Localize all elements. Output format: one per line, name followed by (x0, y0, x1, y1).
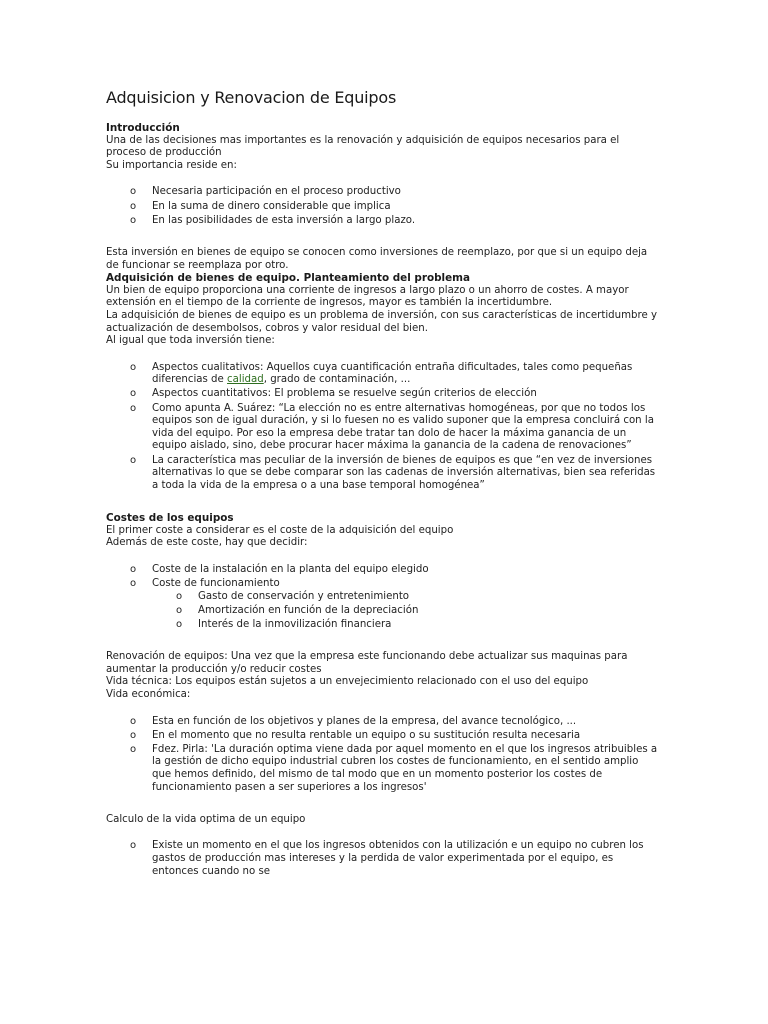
adquisicion-list (106, 362, 658, 493)
list-item (130, 840, 658, 878)
list-item-text: Gasto de conservación y entretenimiento (198, 590, 410, 602)
costes-paragraph-1: El primer coste a considerar es el coste de la adquisición del equipo (106, 524, 454, 536)
bullet-icon: o (176, 604, 183, 616)
bullet-icon: o (130, 402, 137, 414)
bullet-icon: o (130, 361, 137, 373)
bullet-icon: o (130, 200, 137, 212)
list-item-text: , grado de contaminación, ... (263, 374, 411, 386)
bullet-icon: o (130, 214, 137, 226)
adquisicion-paragraph-1: Un bien de equipo proporciona una corriente de ingresos a largo plazo o un ahorro de costes. A mayor extensión en el tiempo de la corriente de ingresos, mayor es también la incertidumbre. (106, 284, 629, 309)
list-item-text: Coste de funcionamiento (152, 577, 280, 589)
list-item-text: Aspectos cuantitativos: El problema se resuelve según criterios de elección (152, 388, 537, 400)
list-item (130, 200, 658, 214)
list-item-text: Aspectos cualitativos: Aquellos cuya cuantificación entraña dificultades, tales como pequeñas diferencias de (152, 361, 633, 386)
bullet-icon: o (130, 715, 137, 727)
intro-heading: Introducción (106, 122, 180, 134)
list-item (130, 361, 658, 387)
list-item (130, 563, 658, 577)
list-item-text: La característica mas peculiar de la inversión de bienes de equipos es que “en vez de inversiones alternativas lo que se debe comparar son las cadenas de inversión alternativas, bien sea referidas a toda la vida de la empresa o a una base temporal homogénea” (152, 454, 656, 491)
list-item-text: Existe un momento en el que los ingresos obtenidos con la utilización e un equipo no cubren los gastos de producción mas intereses y la perdida de valor experimentada por el equipo, es entonces cuando no se (152, 840, 644, 877)
renovacion-list (106, 716, 658, 795)
calculo-list (106, 840, 658, 878)
list-item (130, 729, 658, 743)
list-item-text: Interés de la inmovilización financiera (198, 618, 392, 630)
adquisicion-heading: Adquisición de bienes de equipo. Planteamiento del problema (106, 272, 470, 285)
document-title: Adquisicion y Renovacion de Equipos (106, 88, 397, 107)
bullet-icon: o (130, 388, 137, 400)
renovacion-paragraph-2: Vida técnica: Los equipos están sujetos a un envejecimiento relacionado con el uso del equipo (106, 676, 589, 688)
bullet-icon: o (130, 186, 137, 198)
list-item-text: Necesaria participación en el proceso productivo (152, 186, 401, 198)
bullet-icon: o (130, 729, 137, 741)
list-item (130, 577, 658, 632)
calculo-heading: Calculo de la vida optima de un equipo (106, 813, 306, 825)
costes-sublist (152, 591, 658, 632)
list-item-text: En la suma de dinero considerable que implica (152, 200, 391, 212)
list-item (130, 214, 658, 228)
bullet-icon: o (130, 454, 137, 466)
bullet-icon: o (130, 563, 137, 575)
bullet-icon: o (130, 840, 137, 852)
list-item (176, 590, 658, 604)
list-item-text: Como apunta A. Suárez: “La elección no es entre alternativas homogéneas, por que no todos los equipos son de igual duración, y si lo fuesen no es valido suponer que la empresa concluirá con la vida del equipo. Por eso la empresa debe tratar tan dolo de hacer la máxima ganancia de un equipo aislado, sino, debe procurar hacer máxima la ganancia de la cadena de renovaciones” (152, 402, 654, 452)
renovacion-paragraph-1: Renovación de equipos: Una vez que la empresa este funcionando debe actualizar sus maquinas para aumentar la producción y/o reducir costes (106, 651, 628, 675)
bullet-icon: o (176, 590, 183, 602)
list-item-text: Esta en función de los objetivos y planes de la empresa, del avance tecnológico, ... (152, 715, 577, 727)
document-page (106, 88, 658, 880)
list-item-text: Coste de la instalación en la planta del equipo elegido (152, 563, 429, 575)
intro-list (106, 186, 658, 227)
costes-heading: Costes de los equipos (106, 512, 234, 524)
intro-paragraph-3: Esta inversión en bienes de equipo se conocen como inversiones de reemplazo, por que si un equipo deja de funcionar se reemplaza por otro. (106, 246, 648, 271)
costes-list (106, 564, 658, 632)
list-item-text: Amortización en función de la depreciación (198, 604, 419, 616)
list-item (130, 402, 658, 453)
intro-paragraph-2: Su importancia reside en: (106, 159, 237, 171)
list-item-text: En el momento que no resulta rentable un equipo o su sustitución resulta necesaria (152, 729, 581, 741)
list-item (176, 604, 658, 618)
list-item (130, 388, 658, 401)
calidad-link[interactable]: calidad (227, 374, 264, 386)
list-item (130, 186, 658, 199)
list-item (130, 454, 658, 493)
bullet-icon: o (130, 577, 137, 589)
bullet-icon: o (176, 618, 183, 630)
renovacion-paragraph-3: Vida económica: (106, 688, 191, 700)
list-item (130, 715, 658, 729)
list-item (176, 618, 658, 632)
costes-paragraph-2: Además de este coste, hay que decidir: (106, 537, 308, 549)
bullet-icon: o (130, 743, 137, 755)
adquisicion-paragraph-2: La adquisición de bienes de equipo es un problema de inversión, con sus características de incertidumbre y actualización de desembolsos, cobros y valor residual del bien. (106, 309, 657, 334)
intro-paragraph-1: Una de las decisiones mas importantes es la renovación y adquisición de equipos necesarios para el proceso de producción (106, 134, 620, 159)
adquisicion-paragraph-3: Al igual que toda inversión tiene: (106, 335, 275, 347)
list-item-text: En las posibilidades de esta inversión a largo plazo. (152, 214, 416, 226)
list-item (130, 743, 658, 794)
list-item-text: Fdez. Pirla: 'La duración optima viene dada por aquel momento en el que los ingresos atribuibles a la gestión de dicho equipo industrial cubren los costes de funcionamiento, en el sentido amplio que hemos definido, del mismo de tal modo que en un momento posterior los costes de funcionamiento pasen a ser superiores a los ingresos' (152, 743, 658, 793)
